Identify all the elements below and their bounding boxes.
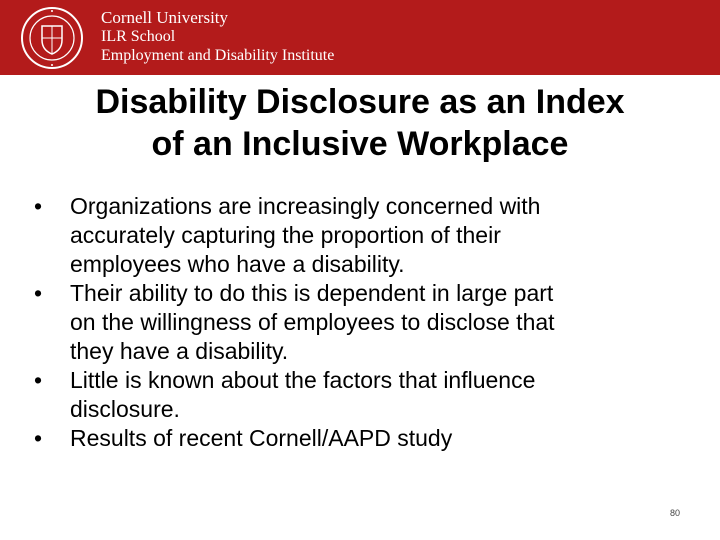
bullet-item [28, 424, 668, 453]
bullet-line: accurately capturing the proportion of their [70, 222, 501, 248]
bullet-line: Their ability to do this is dependent in large part [70, 280, 554, 306]
bullet-marker: • [33, 425, 43, 451]
title-line: Disability Disclosure as an Index [95, 83, 625, 121]
bullet-marker: • [33, 367, 43, 393]
slide-title [20, 81, 700, 165]
bullet-line: Organizations are increasingly concerned with [70, 193, 541, 219]
bullet-line: on the willingness of employees to disclose that [70, 309, 555, 335]
bullet-item [28, 192, 668, 279]
bullet-line: disclosure. [70, 396, 180, 422]
bullet-line: they have a disability. [70, 338, 289, 364]
bullet-line: Results of recent Cornell/AAPD study [70, 425, 453, 451]
brand-line: Employment and Disability Institute [101, 47, 335, 64]
bullet-marker: • [33, 193, 43, 219]
bullet-list [28, 192, 668, 453]
bullet-item [28, 366, 668, 424]
title-line: of an Inclusive Workplace [151, 125, 569, 163]
bullet-line: employees who have a disability. [70, 251, 405, 277]
page-number: 80 [670, 508, 681, 518]
institution-name [101, 8, 334, 65]
bullet-line: Little is known about the factors that influence [70, 367, 536, 393]
header-banner [0, 0, 720, 75]
brand-line: ILR School [101, 28, 176, 45]
cornell-seal-logo [20, 6, 84, 70]
bullet-marker: • [33, 280, 43, 306]
bullet-item [28, 279, 668, 366]
brand-line: Cornell University [101, 8, 229, 27]
